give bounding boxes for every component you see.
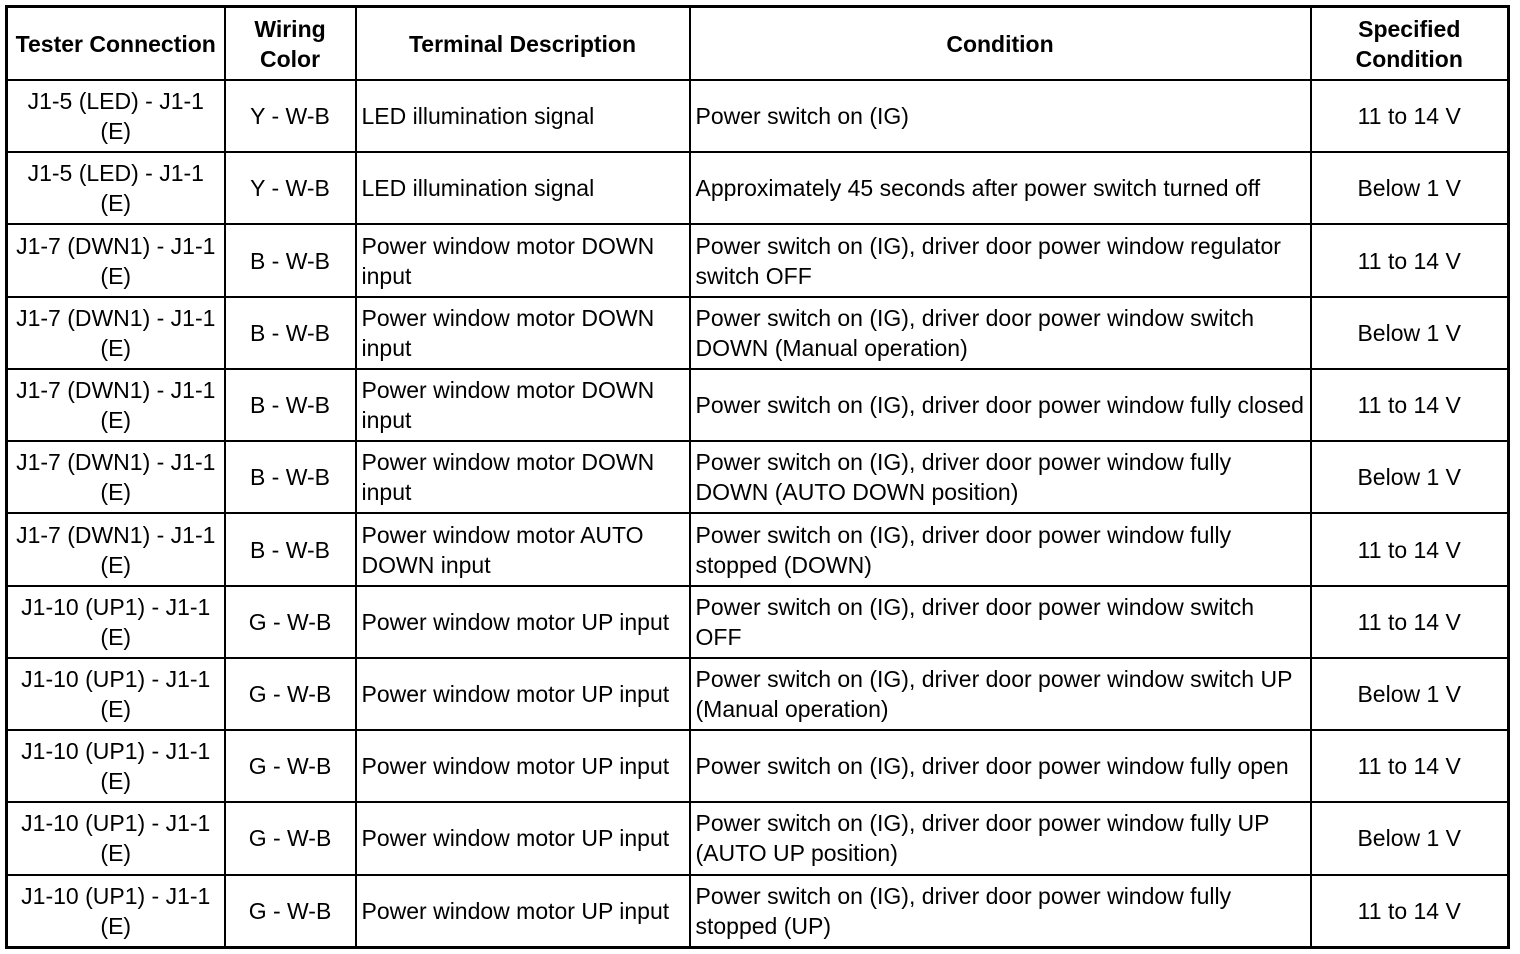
tester-connection-cell: J1-7 (DWN1) - J1-1 (E) (7, 441, 225, 513)
condition-cell: Approximately 45 seconds after power switch turned off (690, 152, 1311, 224)
tester-connection-cell: J1-10 (UP1) - J1-1 (E) (7, 802, 225, 874)
tester-connection-cell: J1-5 (LED) - J1-1 (E) (7, 80, 225, 152)
wiring-color-cell: G - W-B (225, 802, 356, 874)
wiring-color-cell: G - W-B (225, 730, 356, 802)
header-row (7, 7, 1509, 81)
specified-condition-cell: 11 to 14 V (1311, 730, 1509, 802)
header-tester-connection: Tester Connection (7, 7, 225, 81)
terminal-description-cell: Power window motor DOWN input (356, 441, 690, 513)
table-row (7, 875, 1509, 948)
specified-condition-cell: 11 to 14 V (1311, 369, 1509, 441)
terminal-description-cell: Power window motor DOWN input (356, 297, 690, 369)
wiring-color-cell: G - W-B (225, 586, 356, 658)
terminal-description-cell: Power window motor UP input (356, 802, 690, 874)
terminal-description-cell: LED illumination signal (356, 152, 690, 224)
specified-condition-cell: 11 to 14 V (1311, 875, 1509, 948)
specified-condition-cell: 11 to 14 V (1311, 586, 1509, 658)
specified-condition-cell: Below 1 V (1311, 152, 1509, 224)
specified-condition-cell: Below 1 V (1311, 802, 1509, 874)
table-row (7, 80, 1509, 152)
condition-cell: Power switch on (IG), driver door power window fully stopped (UP) (690, 875, 1311, 948)
specified-condition-cell: 11 to 14 V (1311, 224, 1509, 296)
terminal-spec-table (5, 5, 1510, 949)
table-header (7, 7, 1509, 81)
table-row (7, 152, 1509, 224)
tester-connection-cell: J1-7 (DWN1) - J1-1 (E) (7, 224, 225, 296)
tester-connection-cell: J1-7 (DWN1) - J1-1 (E) (7, 369, 225, 441)
specified-condition-cell: Below 1 V (1311, 441, 1509, 513)
table-row (7, 730, 1509, 802)
condition-cell: Power switch on (IG) (690, 80, 1311, 152)
table-row (7, 513, 1509, 585)
wiring-color-cell: B - W-B (225, 369, 356, 441)
terminal-description-cell: Power window motor UP input (356, 730, 690, 802)
condition-cell: Power switch on (IG), driver door power window fully stopped (DOWN) (690, 513, 1311, 585)
specified-condition-cell: 11 to 14 V (1311, 513, 1509, 585)
wiring-color-cell: Y - W-B (225, 80, 356, 152)
terminal-description-cell: LED illumination signal (356, 80, 690, 152)
table-row (7, 441, 1509, 513)
terminal-description-cell: Power window motor UP input (356, 658, 690, 730)
header-wiring-color: Wiring Color (225, 7, 356, 81)
table-row (7, 802, 1509, 874)
specified-condition-cell: 11 to 14 V (1311, 80, 1509, 152)
table-row (7, 586, 1509, 658)
table-row (7, 224, 1509, 296)
condition-cell: Power switch on (IG), driver door power window switch DOWN (Manual operation) (690, 297, 1311, 369)
terminal-description-cell: Power window motor AUTO DOWN input (356, 513, 690, 585)
condition-cell: Power switch on (IG), driver door power window fully open (690, 730, 1311, 802)
header-condition: Condition (690, 7, 1311, 81)
tester-connection-cell: J1-10 (UP1) - J1-1 (E) (7, 658, 225, 730)
tester-connection-cell: J1-7 (DWN1) - J1-1 (E) (7, 513, 225, 585)
tester-connection-cell: J1-10 (UP1) - J1-1 (E) (7, 730, 225, 802)
table-row (7, 369, 1509, 441)
wiring-color-cell: B - W-B (225, 513, 356, 585)
wiring-color-cell: G - W-B (225, 658, 356, 730)
table-body (7, 80, 1509, 948)
table-row (7, 297, 1509, 369)
wiring-color-cell: B - W-B (225, 441, 356, 513)
condition-cell: Power switch on (IG), driver door power window fully DOWN (AUTO DOWN position) (690, 441, 1311, 513)
terminal-description-cell: Power window motor UP input (356, 586, 690, 658)
wiring-color-cell: G - W-B (225, 875, 356, 948)
condition-cell: Power switch on (IG), driver door power window switch UP (Manual operation) (690, 658, 1311, 730)
specified-condition-cell: Below 1 V (1311, 297, 1509, 369)
header-specified-condition: Specified Condition (1311, 7, 1509, 81)
tester-connection-cell: J1-5 (LED) - J1-1 (E) (7, 152, 225, 224)
condition-cell: Power switch on (IG), driver door power window regulator switch OFF (690, 224, 1311, 296)
tester-connection-cell: J1-10 (UP1) - J1-1 (E) (7, 586, 225, 658)
wiring-color-cell: B - W-B (225, 224, 356, 296)
table-row (7, 658, 1509, 730)
specified-condition-cell: Below 1 V (1311, 658, 1509, 730)
wiring-color-cell: Y - W-B (225, 152, 356, 224)
condition-cell: Power switch on (IG), driver door power window fully closed (690, 369, 1311, 441)
terminal-description-cell: Power window motor DOWN input (356, 369, 690, 441)
condition-cell: Power switch on (IG), driver door power window switch OFF (690, 586, 1311, 658)
terminal-description-cell: Power window motor DOWN input (356, 224, 690, 296)
tester-connection-cell: J1-10 (UP1) - J1-1 (E) (7, 875, 225, 948)
condition-cell: Power switch on (IG), driver door power window fully UP (AUTO UP position) (690, 802, 1311, 874)
tester-connection-cell: J1-7 (DWN1) - J1-1 (E) (7, 297, 225, 369)
terminal-description-cell: Power window motor UP input (356, 875, 690, 948)
header-terminal-description: Terminal Description (356, 7, 690, 81)
wiring-color-cell: B - W-B (225, 297, 356, 369)
